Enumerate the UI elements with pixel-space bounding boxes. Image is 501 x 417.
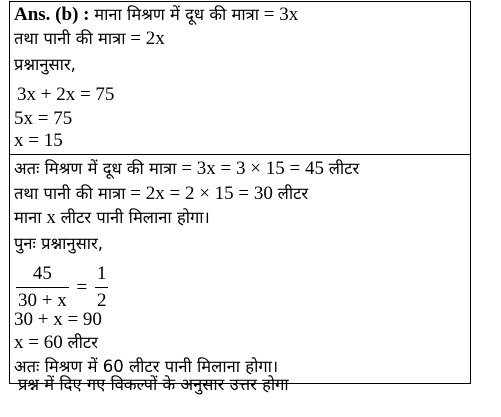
- water-quantity-text: तथा पानी की मात्रा: [14, 29, 126, 48]
- fraction-right-numerator: 1: [96, 263, 107, 284]
- milk-result-unit: लीटर: [328, 159, 360, 178]
- solution-line-6: 30 + x = 90: [14, 309, 102, 330]
- milk-result-math: = 3x = 3 × 15 = 45: [181, 158, 324, 179]
- assume-text: माना: [14, 208, 42, 227]
- answer-box-top: [9, 1, 471, 155]
- water-result-math: = 2x = 2 × 15 = 30: [130, 183, 273, 204]
- fraction-left: [16, 263, 69, 312]
- x-unit: लीटर: [67, 333, 98, 352]
- milk-quantity-text: माना मिश्रण में दूध की मात्रा: [94, 5, 260, 24]
- water-result-text: तथा पानी की मात्रा: [14, 184, 126, 203]
- fraction-right-denominator: 2: [95, 287, 109, 312]
- final-answer: अतः मिश्रण में 60 लीटर पानी मिलाना होगा।: [14, 357, 279, 376]
- water-result-unit: लीटर: [277, 184, 309, 203]
- solution-line-2: [14, 183, 308, 205]
- equation-3: x = 15: [14, 130, 63, 151]
- x-value: x = 60: [14, 332, 63, 353]
- variable-x: x: [46, 207, 56, 228]
- fraction-left-numerator: 45: [32, 263, 52, 284]
- fraction-left-denominator: 30 + x: [16, 287, 69, 312]
- milk-result-text: अतः मिश्रण में दूध की मात्रा: [14, 159, 177, 178]
- according-to-question: प्रश्नानुसार,: [14, 55, 76, 74]
- solution-line-7: [14, 332, 98, 354]
- water-quantity-math: = 2x: [130, 28, 165, 49]
- fraction-right: [95, 263, 109, 312]
- cutoff-text-strip: [0, 375, 501, 394]
- equation-2: 5x = 75: [14, 108, 73, 129]
- answer-line-1: [14, 4, 298, 26]
- answer-label: Ans. (b) :: [14, 4, 90, 25]
- again-according-to-question: पुनः प्रश्नानुसार,: [14, 234, 104, 253]
- answer-line-2: [14, 28, 165, 50]
- milk-quantity-math: = 3x: [263, 4, 299, 25]
- equation-1: 3x + 2x = 75: [17, 84, 115, 105]
- equals-sign: =: [76, 276, 88, 298]
- solution-line-3: [14, 207, 210, 229]
- answer-box-bottom: [9, 154, 471, 384]
- solution-line-1: [14, 158, 359, 180]
- add-water-text: लीटर पानी मिलाना होगा।: [60, 208, 210, 227]
- cutoff-text: प्रश्न में दिए गए विकल्पों के अनुसार उत्तर होगा: [18, 375, 289, 394]
- fraction-equation: [16, 263, 108, 312]
